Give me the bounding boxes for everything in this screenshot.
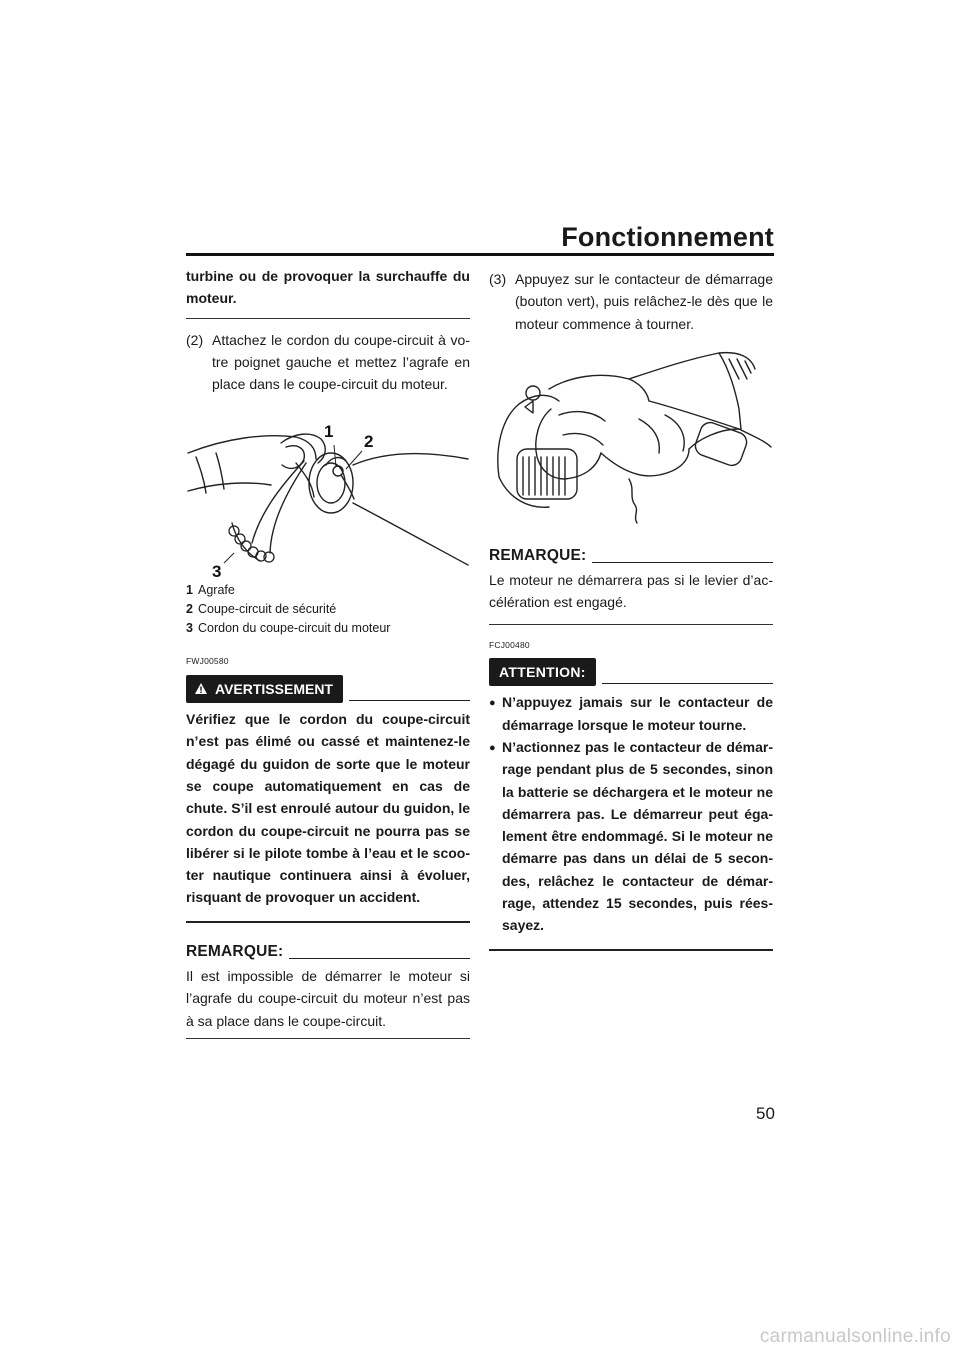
- warning-text: Vérifiez que le cordon du coupe-circuit n’est pas élimé ou cassé et maintenez-le dégagé du guidon de sorte que le moteur se coupe automatiquement en cas de chute. S’il est enroulé autour du guidon, le cordon du coupe-circuit ne pourra pas se libérer si le pilote tombe à l’eau et le scoo-ter nautique continuera ainsi à évoluer, risquant de provoquer un accident.: [186, 711, 470, 906]
- caption-row: [186, 581, 470, 600]
- attention-end-rule: [489, 949, 773, 951]
- step-2: [186, 329, 470, 396]
- attention-badge: ATTENTION:: [489, 658, 596, 686]
- caption-number: 2: [186, 602, 193, 617]
- attention-header: [489, 658, 773, 686]
- note-title: REMARQUE:: [489, 546, 587, 564]
- step-number: (2): [186, 331, 204, 348]
- left-column: [186, 265, 470, 1039]
- divider: [186, 318, 470, 319]
- figure-label-3: 3: [212, 562, 222, 580]
- header-rule: [186, 253, 774, 256]
- page-number: 50: [756, 1104, 775, 1123]
- start-button-illustration: [489, 349, 773, 535]
- note-end-rule: [186, 1038, 470, 1039]
- warning-code: FWJ00580: [186, 656, 229, 667]
- step-text: Attachez le cordon du coupe-circuit à vo-tre poignet gauche et mettez l’agrafe en place dans le coupe-circuit du moteur.: [212, 331, 470, 393]
- caption-row: [186, 619, 470, 638]
- step-text: Appuyez sur le contacteur de démarrage (bouton vert), puis relâchez-le dès que le moteur commence à tourner.: [515, 271, 773, 332]
- bullet-text: N’appuyez jamais sur le contacteur de démarrage lorsque le moteur tourne.: [502, 694, 773, 733]
- page-title: Fonctionnement: [561, 222, 774, 252]
- note-title: REMARQUE:: [186, 942, 284, 960]
- attention-bullet: [489, 691, 773, 736]
- warning-block: [186, 650, 470, 922]
- note-block: [489, 545, 773, 625]
- wrist-cord-illustration: [186, 413, 470, 579]
- attention-code: FCJ00480: [489, 639, 530, 650]
- caption-text: Agrafe: [198, 583, 235, 598]
- figure-label-2: 2: [364, 432, 374, 452]
- intro-text: turbine ou de provoquer la surchauffe du moteur.: [186, 268, 470, 307]
- note-text: Le moteur ne démarrera pas si le levier d’ac-célération est engagé.: [489, 572, 773, 611]
- bullet-text: N’actionnez pas le contacteur de démar-rage pendant plus de 5 secondes, sinon la batterie se déchargera et le moteur ne démarrera pas. Le démarreur peut éga-lement être endommagé. Si le moteur ne démarre pas dans un délai de 5 secon-des, relâchez le contacteur de démar-rage, attendez 15 secondes, puis rées-sayez.: [502, 738, 773, 934]
- warning-label: AVERTISSEMENT: [215, 680, 333, 697]
- warning-header: [186, 675, 470, 703]
- note-block: [186, 941, 470, 1039]
- wrist-cord-drawing: [186, 413, 470, 579]
- warning-triangle-icon: [194, 682, 208, 695]
- caption-row: [186, 600, 470, 619]
- attention-bullet: [489, 736, 773, 937]
- note-end-rule: [489, 624, 773, 625]
- note-header: [489, 545, 773, 567]
- watermark: carmanualsonline.info: [759, 1326, 951, 1347]
- bullet-dot-icon: ●: [489, 697, 496, 710]
- warning-rule: [349, 700, 470, 701]
- caption-number: 3: [186, 621, 193, 636]
- attention-block: [489, 634, 773, 951]
- right-column: [489, 265, 773, 951]
- caption-text: Cordon du coupe-circuit du moteur: [198, 621, 391, 636]
- bullet-dot-icon: ●: [489, 741, 496, 754]
- note-rule: [289, 958, 470, 959]
- note-rule: [592, 562, 773, 563]
- attention-rule: [602, 683, 773, 684]
- step-number: (3): [489, 271, 507, 287]
- note-text: Il est impossible de démarrer le moteur si l’agrafe du coupe-circuit du moteur n’est pas à sa place dans le coupe-circuit.: [186, 968, 470, 1029]
- figure-label-1: 1: [324, 422, 334, 442]
- step-3: [489, 268, 773, 335]
- warning-badge: [186, 675, 343, 703]
- note-header: [186, 941, 470, 963]
- figure-caption: [186, 581, 470, 638]
- warning-end-rule: [186, 921, 470, 923]
- caption-number: 1: [186, 583, 193, 598]
- caption-text: Coupe-circuit de sécurité: [198, 602, 337, 617]
- start-button-drawing: [489, 349, 773, 535]
